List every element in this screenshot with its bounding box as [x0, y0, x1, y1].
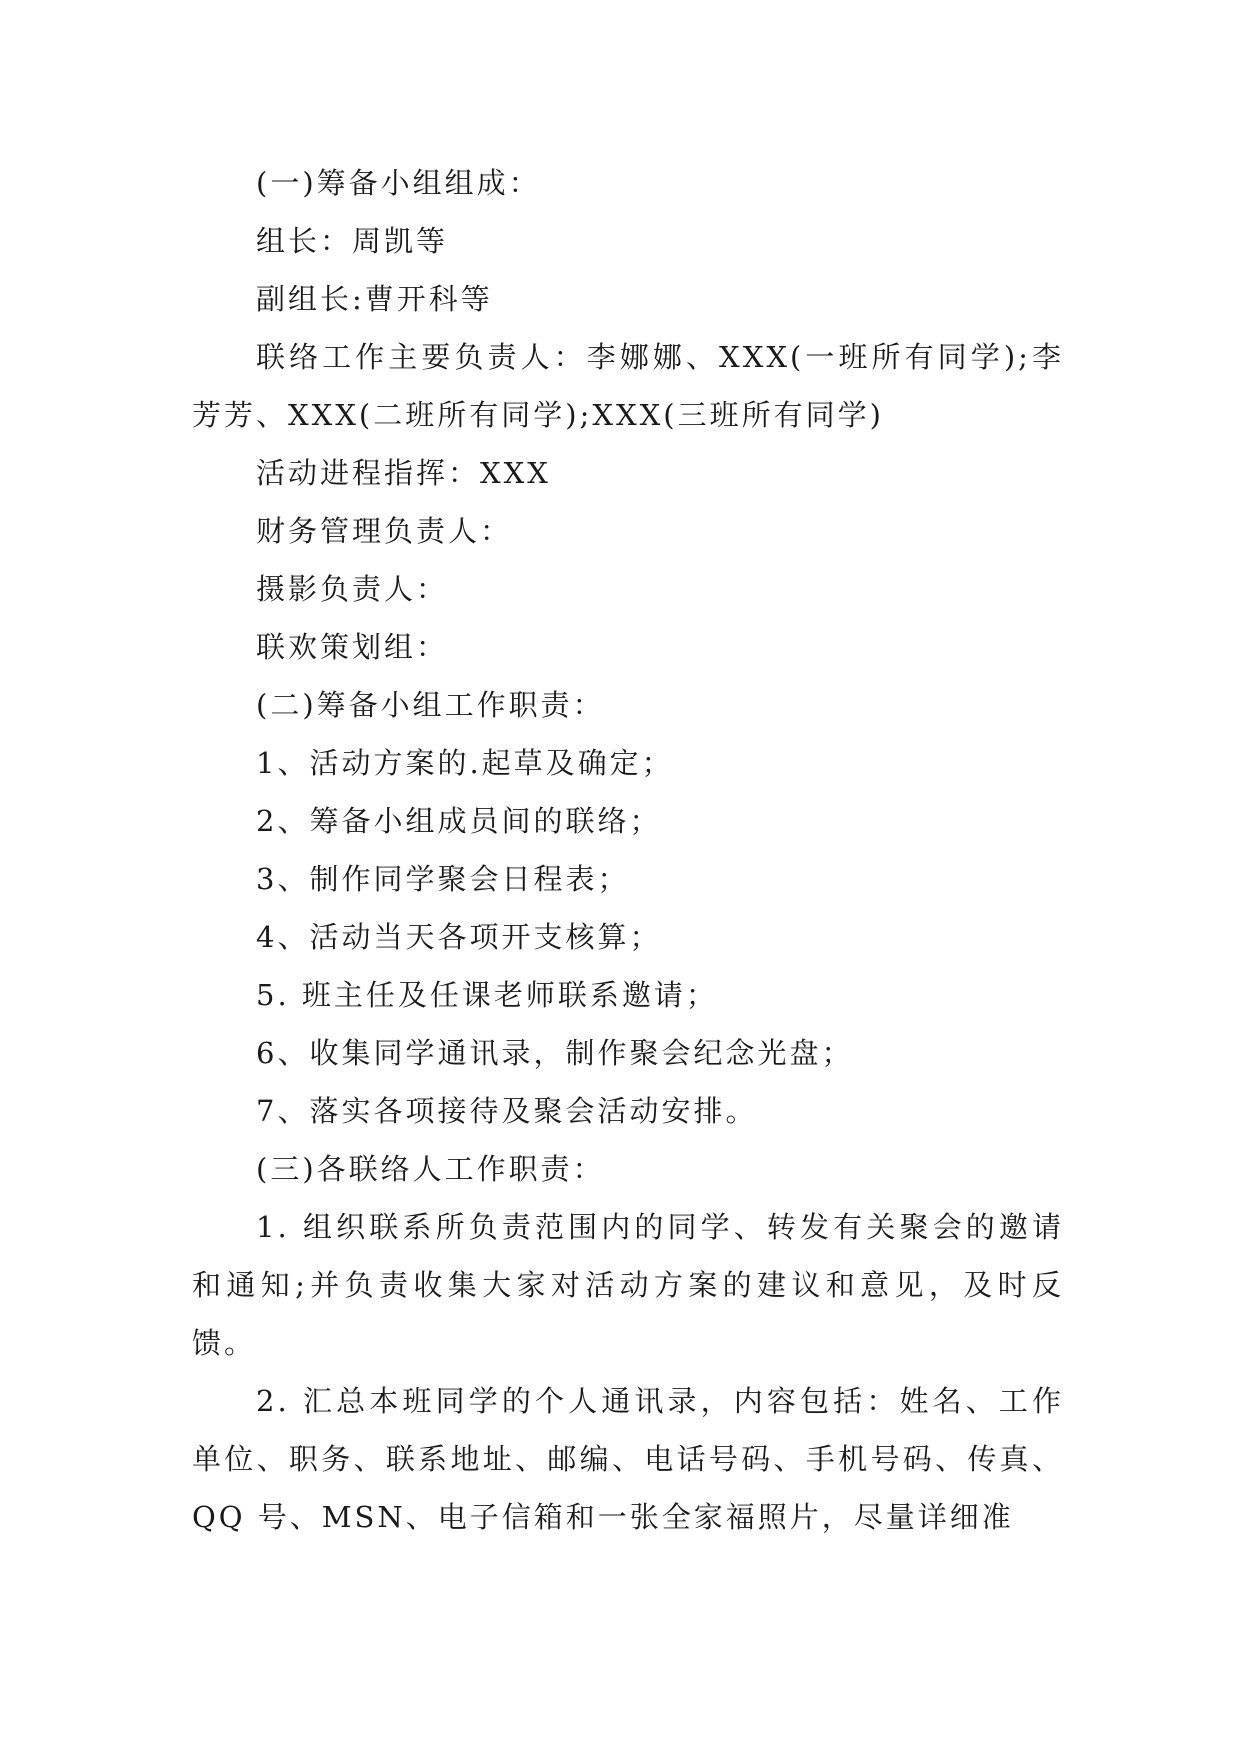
finance-owner-line: 财务管理负责人：	[256, 514, 513, 548]
deputy-leader-line: 副组长:曹开科等	[256, 282, 493, 316]
duty-item-3: 3、制作同学聚会日程表；	[256, 862, 630, 896]
section-heading-1: (一)筹备小组组成：	[256, 166, 541, 200]
liaison-duty-paragraph-2: 2. 汇总本班同学的个人通讯录，内容包括：姓名、工作单位、职务、联系地址、邮编、电话号码、手机号码、传真、QQ 号、MSN、电子信箱和一张全家福照片，尽量详细准	[192, 1384, 1064, 1534]
duty-item-1: 1、活动方案的.起草及确定；	[256, 746, 674, 780]
group-leader-line: 组长：周凯等	[256, 224, 449, 258]
duty-item-6: 6、收集同学通讯录，制作聚会纪念光盘；	[256, 1036, 854, 1070]
liaison-owner-paragraph: 联络工作主要负责人：李娜娜、XXX(一班所有同学);李芳芳、XXX(二班所有同学);XXX(三班所有同学)	[192, 340, 1064, 432]
section-heading-2: (二)筹备小组工作职责：	[256, 688, 605, 722]
party-planning-line: 联欢策划组：	[256, 630, 449, 664]
duty-item-2: 2、筹备小组成员间的联络；	[256, 804, 662, 838]
progress-commander-line: 活动进程指挥：XXX	[256, 456, 551, 490]
section-heading-3: (三)各联络人工作职责：	[256, 1152, 605, 1186]
duty-item-4: 4、活动当天各项开支核算；	[256, 920, 662, 954]
document-body	[192, 154, 1064, 1546]
duty-item-5: 5. 班主任及任课老师联系邀请；	[256, 978, 718, 1012]
photography-owner-line: 摄影负责人：	[256, 572, 449, 606]
duty-item-7: 7、落实各项接待及聚会活动安排。	[256, 1094, 758, 1128]
liaison-duty-paragraph-1: 1. 组织联系所负责范围内的同学、转发有关聚会的邀请和通知;并负责收集大家对活动方案的建议和意见，及时反馈。	[192, 1210, 1064, 1360]
